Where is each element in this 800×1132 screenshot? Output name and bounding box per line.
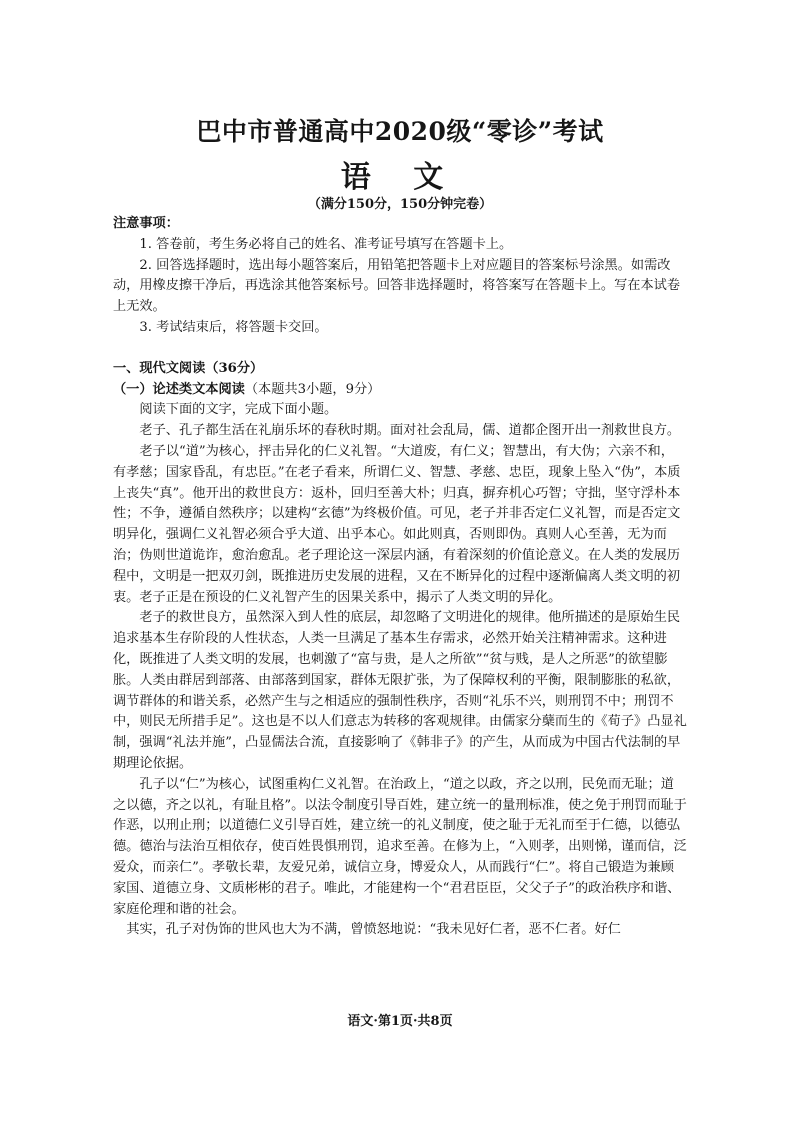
page-footer: 语文·第1页·共8页	[347, 1014, 453, 1029]
note-item: 3. 考试结束后，将答题卡交回。	[139, 319, 328, 335]
passage-paragraph: 孔子以“仁”为核心，试图重构仁义礼智。在治政上，“道之以政，齐之以刑，民免而无耻；道之以德，齐之以礼，有耻且格”。以法令制度引导百姓，建立统一的量刑标准，使之免于刑罚而耻于作恶，以刑止刑；以道德仁义引导百姓，建立统一的礼义制度，使之耻于无礼而至于仁德，以德弘德。德治与法治互相依存，使百姓畏惧刑罚，追求至善。在修为上，“入则孝，出则悌，谨而信，泛爱众，而亲仁”。孝敬长辈，友爱兄弟，诚信立身，博爱众人，从而践行“仁”。将自己锻造为兼顾家国、道德立身、文质彬彬的君子。唯此，才能建构一个“君君臣臣，父父子子”的政治秩序和谐、家庭伦理和谐的社会。	[113, 776, 687, 917]
passage-paragraph: 老子、孔子都生活在礼崩乐坏的春秋时期。面对社会乱局，儒、道都企图开出一剂救世良方。	[139, 423, 681, 439]
passage-paragraph: 老子的救世良方，虽然深入到人性的底层，却忽略了文明进化的规律。他所描述的是原始生民追求基本生存阶段的人性状态，人类一旦满足了基本生存需求，必然开始关注精神需求。这种进化，既推进了人类文明的发展，也刺激了“富与贵，是人之所欲”“贫与贱，是人之所恶”的欲望膨胀。人类由群居到部落、由部落到国家，群体无限扩张，为了保障权利的平衡，限制膨胀的私欲，调节群体的和谐关系，必然产生与之相适应的强制性秩序，否则“礼乐不兴，则刑罚不中；刑罚不中，则民无所措手足”。这也是不以人们意志为转移的客观规律。由儒家分蘖而生的《荀子》凸显礼制，强调“礼法并施”，凸显儒法合流，直接影响了《韩非子》的产生，从而成为中国古代法制的早期理论依据。	[113, 610, 687, 771]
subsection-heading	[113, 380, 687, 401]
subject-title: 语 文	[340, 160, 460, 195]
notes-title: 注意事项：	[113, 216, 179, 231]
reading-instruction: 阅读下面的文字，完成下面小题。	[139, 402, 338, 418]
subsection-title: （一）论述类文本阅读	[113, 381, 245, 397]
passage-paragraph: 老子以“道”为核心，抨击异化的仁义礼智。“大道废，有仁义；智慧出，有大伪；六亲不和，有孝慈；国家昏乱，有忠臣。”在老子看来，所谓仁义、智慧、孝慈、忠臣，现象上坠入“伪”，本质上丧失“真”。他开出的救世良方：返朴，回归至善大朴；归真，摒弃机心巧智；守拙，坚守浮朴本性；不争，遵循自然秩序；以建构“玄德”为终极价值。可见，老子并非否定仁义礼智，而是否定文明异化，强调仁义礼智必须合乎大道、出乎本心。如此则真，否则即伪。真则人心至善，无为而治；伪则世道诡诈，愈治愈乱。老子理论这一深层内涵，有着深刻的价值论意义。在人类的发展历程中，文明是一把双刃剑，既推进历史发展的进程，又在不断异化的过程中逐渐偏离人类文明的初衷。老子正是在预设的仁义礼智产生的因果关系中，揭示了人类文明的异化。	[113, 443, 681, 605]
section-heading: 一、现代文阅读（36分）	[113, 360, 264, 376]
subsection-scoring: （本题共3小题，9分）	[244, 381, 381, 397]
exam-title: 巴中市普通高中2020级“零诊”考试	[196, 117, 604, 146]
spacer	[113, 339, 687, 359]
score-time-note: （满分150分，150分钟完卷）	[307, 197, 493, 212]
note-item: 2. 回答选择题时，选出每小题答案后，用铅笔把答题卡上对应题目的答案标号涂黑。如需改动，用橡皮擦干净后，再选涂其他答案标号。回答非选择题时，将答案写在答题卡上。写在本试卷上无效。	[113, 257, 681, 315]
exam-body	[113, 214, 687, 941]
note-item: 1. 答卷前，考生务必将自己的姓名、准考证号填写在答题卡上。	[139, 236, 513, 252]
passage-paragraph: 其实，孔子对伪饰的世风也大为不满，曾愤怒地说：“我未见好仁者，恶不仁者。好仁	[126, 922, 621, 938]
